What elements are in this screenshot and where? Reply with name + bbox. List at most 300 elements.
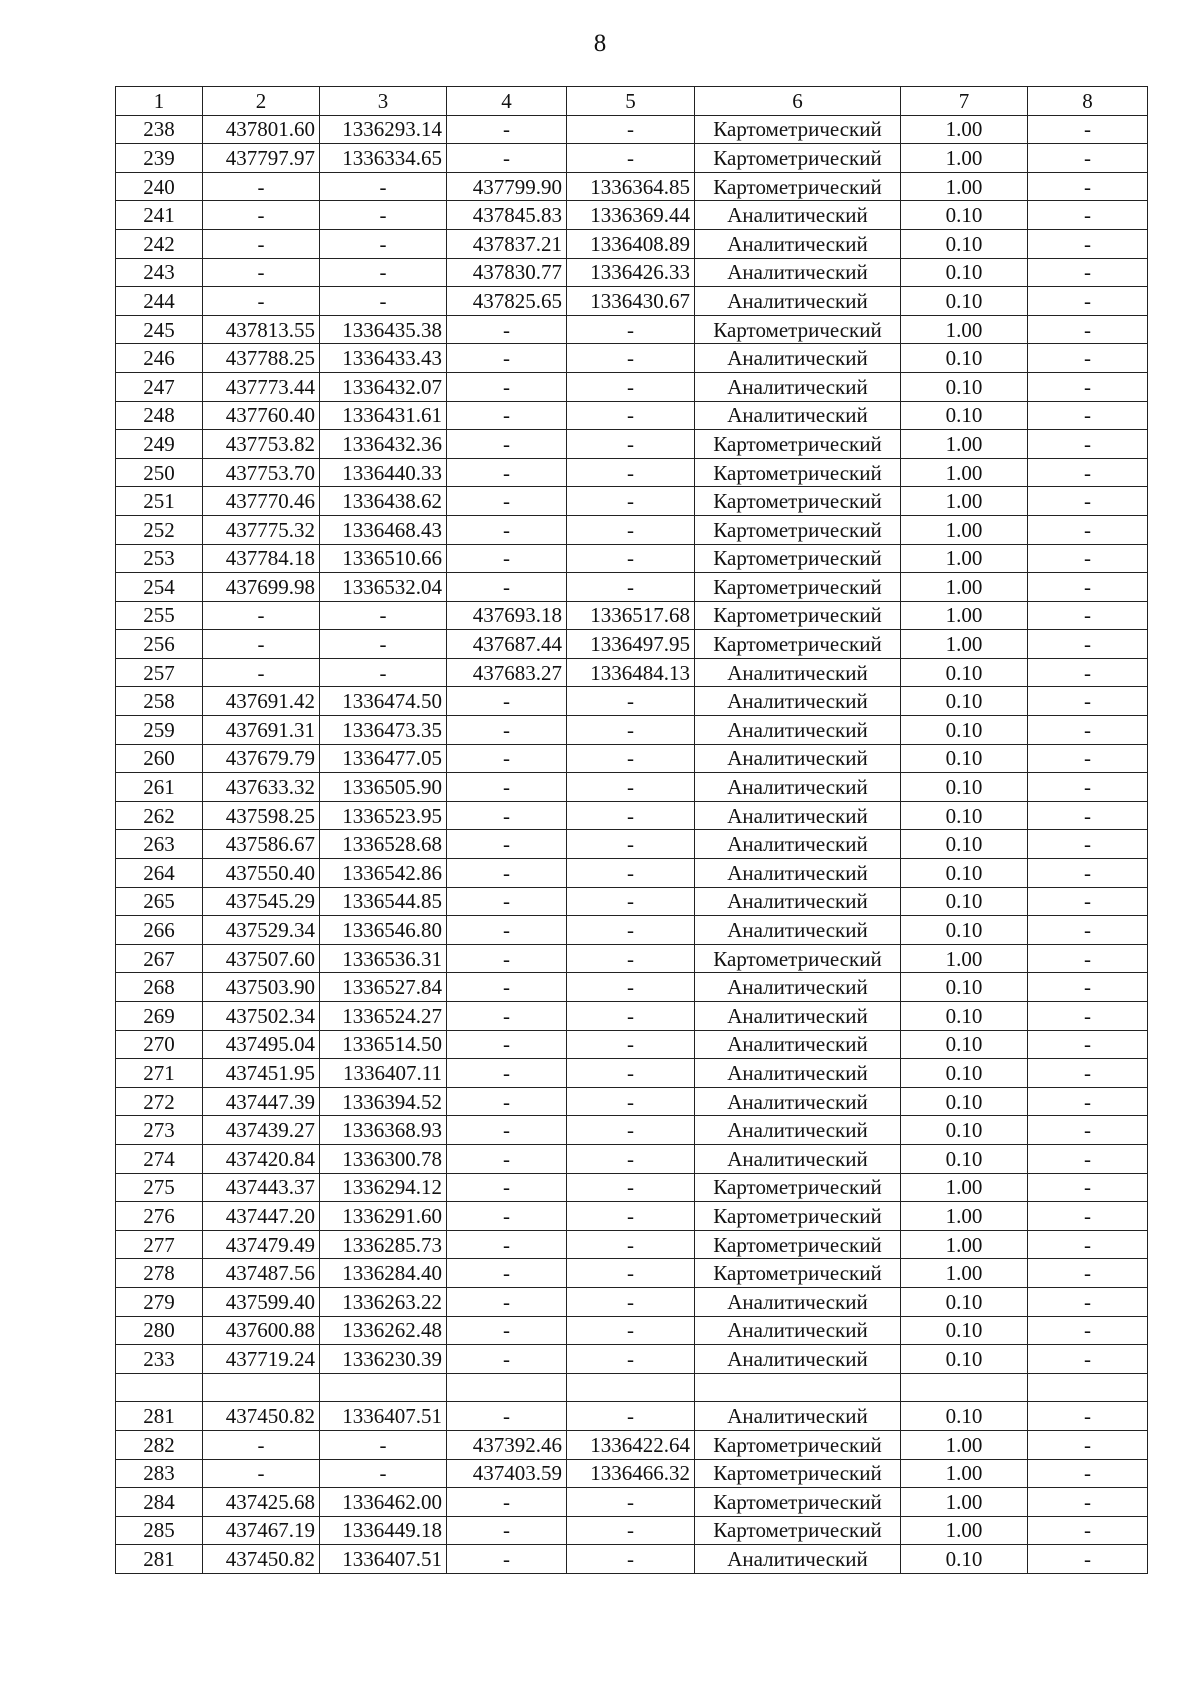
method-cell: Аналитический — [695, 658, 901, 687]
x-new-coordinate-cell: - — [447, 1002, 567, 1031]
method-cell: Картометрический — [695, 487, 901, 516]
method-cell: Аналитический — [695, 973, 901, 1002]
point-number-cell: 281 — [116, 1402, 203, 1431]
method-cell: Картометрический — [695, 1202, 901, 1231]
accuracy-cell: 1.00 — [901, 601, 1028, 630]
x-new-coordinate-cell: - — [447, 344, 567, 373]
column-header: 6 — [695, 87, 901, 116]
description-cell: - — [1028, 973, 1148, 1002]
x-coordinate-cell: 437447.39 — [203, 1087, 320, 1116]
y-new-coordinate-cell: - — [567, 1316, 695, 1345]
table-row — [116, 773, 1148, 802]
method-cell: Аналитический — [695, 1316, 901, 1345]
point-number-cell: 240 — [116, 172, 203, 201]
description-cell: - — [1028, 1345, 1148, 1374]
point-number-cell: 247 — [116, 372, 203, 401]
table-row — [116, 1173, 1148, 1202]
y-new-coordinate-cell: - — [567, 144, 695, 173]
column-header: 5 — [567, 87, 695, 116]
point-number-cell: 269 — [116, 1002, 203, 1031]
point-number-cell: 249 — [116, 430, 203, 459]
accuracy-cell: 0.10 — [901, 372, 1028, 401]
y-new-coordinate-cell: 1336484.13 — [567, 658, 695, 687]
table-row — [116, 944, 1148, 973]
x-new-coordinate-cell: - — [447, 1144, 567, 1173]
method-cell: Аналитический — [695, 887, 901, 916]
table-row — [116, 630, 1148, 659]
table-row — [116, 1059, 1148, 1088]
description-cell — [1028, 1373, 1148, 1402]
description-cell: - — [1028, 1116, 1148, 1145]
y-coordinate-cell: 1336536.31 — [320, 944, 447, 973]
table-row — [116, 287, 1148, 316]
x-coordinate-cell: 437691.42 — [203, 687, 320, 716]
accuracy-cell: 0.10 — [901, 1345, 1028, 1374]
method-cell: Картометрический — [695, 430, 901, 459]
x-new-coordinate-cell: - — [447, 144, 567, 173]
x-new-coordinate-cell: 437825.65 — [447, 287, 567, 316]
x-new-coordinate-cell: - — [447, 1316, 567, 1345]
method-cell: Картометрический — [695, 1488, 901, 1517]
description-cell: - — [1028, 830, 1148, 859]
method-cell: Аналитический — [695, 1144, 901, 1173]
point-number-cell: 241 — [116, 201, 203, 230]
y-coordinate-cell: 1336477.05 — [320, 744, 447, 773]
table-row — [116, 515, 1148, 544]
method-cell: Картометрический — [695, 630, 901, 659]
y-new-coordinate-cell: - — [567, 1144, 695, 1173]
accuracy-cell: 0.10 — [901, 1144, 1028, 1173]
x-coordinate-cell: 437770.46 — [203, 487, 320, 516]
x-coordinate-cell: 437760.40 — [203, 401, 320, 430]
y-coordinate-cell: 1336542.86 — [320, 859, 447, 888]
y-new-coordinate-cell: - — [567, 1345, 695, 1374]
y-coordinate-cell: 1336510.66 — [320, 544, 447, 573]
accuracy-cell: 1.00 — [901, 544, 1028, 573]
point-number-cell: 256 — [116, 630, 203, 659]
x-coordinate-cell: 437784.18 — [203, 544, 320, 573]
y-new-coordinate-cell: - — [567, 687, 695, 716]
description-cell: - — [1028, 544, 1148, 573]
method-cell: Аналитический — [695, 229, 901, 258]
accuracy-cell: 0.10 — [901, 973, 1028, 1002]
description-cell: - — [1028, 1287, 1148, 1316]
x-coordinate-cell: 437439.27 — [203, 1116, 320, 1145]
x-coordinate-cell: 437633.32 — [203, 773, 320, 802]
table-row — [116, 1345, 1148, 1374]
y-new-coordinate-cell: - — [567, 716, 695, 745]
y-coordinate-cell: 1336263.22 — [320, 1287, 447, 1316]
y-new-coordinate-cell — [567, 1373, 695, 1402]
method-cell: Аналитический — [695, 744, 901, 773]
point-number-cell: 262 — [116, 801, 203, 830]
point-number-cell: 238 — [116, 115, 203, 144]
point-number-cell: 283 — [116, 1459, 203, 1488]
x-new-coordinate-cell: - — [447, 801, 567, 830]
x-new-coordinate-cell: - — [447, 744, 567, 773]
x-new-coordinate-cell: - — [447, 716, 567, 745]
y-new-coordinate-cell: - — [567, 1059, 695, 1088]
method-cell: Аналитический — [695, 1030, 901, 1059]
table-row — [116, 1202, 1148, 1231]
method-cell: Картометрический — [695, 144, 901, 173]
y-new-coordinate-cell: - — [567, 1516, 695, 1545]
method-cell: Аналитический — [695, 1002, 901, 1031]
description-cell: - — [1028, 1459, 1148, 1488]
description-cell: - — [1028, 487, 1148, 516]
y-new-coordinate-cell: - — [567, 887, 695, 916]
x-new-coordinate-cell: - — [447, 1259, 567, 1288]
description-cell: - — [1028, 573, 1148, 602]
y-new-coordinate-cell: - — [567, 344, 695, 373]
x-new-coordinate-cell: - — [447, 401, 567, 430]
x-coordinate-cell: 437495.04 — [203, 1030, 320, 1059]
point-number-cell: 267 — [116, 944, 203, 973]
table-row — [116, 144, 1148, 173]
x-new-coordinate-cell: 437799.90 — [447, 172, 567, 201]
x-new-coordinate-cell: - — [447, 773, 567, 802]
y-coordinate-cell: 1336284.40 — [320, 1259, 447, 1288]
y-new-coordinate-cell: 1336408.89 — [567, 229, 695, 258]
description-cell: - — [1028, 687, 1148, 716]
table-row — [116, 801, 1148, 830]
y-coordinate-cell: 1336523.95 — [320, 801, 447, 830]
y-new-coordinate-cell: - — [567, 944, 695, 973]
x-coordinate-cell: 437550.40 — [203, 859, 320, 888]
description-cell: - — [1028, 229, 1148, 258]
y-coordinate-cell: 1336407.51 — [320, 1545, 447, 1574]
description-cell: - — [1028, 1202, 1148, 1231]
accuracy-cell: 0.10 — [901, 716, 1028, 745]
accuracy-cell: 0.10 — [901, 229, 1028, 258]
accuracy-cell: 1.00 — [901, 944, 1028, 973]
table-row — [116, 430, 1148, 459]
coordinates-table — [115, 86, 1148, 1574]
table-row — [116, 887, 1148, 916]
y-coordinate-cell: 1336527.84 — [320, 973, 447, 1002]
y-new-coordinate-cell: 1336517.68 — [567, 601, 695, 630]
description-cell: - — [1028, 115, 1148, 144]
y-coordinate-cell: 1336300.78 — [320, 1144, 447, 1173]
method-cell: Картометрический — [695, 573, 901, 602]
x-new-coordinate-cell: - — [447, 544, 567, 573]
description-cell: - — [1028, 1002, 1148, 1031]
x-coordinate-cell: 437467.19 — [203, 1516, 320, 1545]
y-new-coordinate-cell: - — [567, 773, 695, 802]
x-new-coordinate-cell: 437830.77 — [447, 258, 567, 287]
x-coordinate-cell: - — [203, 287, 320, 316]
x-new-coordinate-cell: 437837.21 — [447, 229, 567, 258]
method-cell: Картометрический — [695, 944, 901, 973]
y-new-coordinate-cell: 1336364.85 — [567, 172, 695, 201]
x-coordinate-cell: - — [203, 201, 320, 230]
description-cell: - — [1028, 1230, 1148, 1259]
x-coordinate-cell: - — [203, 229, 320, 258]
x-coordinate-cell: 437691.31 — [203, 716, 320, 745]
method-cell — [695, 1373, 901, 1402]
y-coordinate-cell: 1336440.33 — [320, 458, 447, 487]
table-row — [116, 1230, 1148, 1259]
table-row — [116, 830, 1148, 859]
y-coordinate-cell: 1336431.61 — [320, 401, 447, 430]
y-coordinate-cell: 1336230.39 — [320, 1345, 447, 1374]
point-number-cell: 266 — [116, 916, 203, 945]
table-row — [116, 115, 1148, 144]
y-new-coordinate-cell: 1336466.32 — [567, 1459, 695, 1488]
y-coordinate-cell: 1336532.04 — [320, 573, 447, 602]
description-cell: - — [1028, 1516, 1148, 1545]
method-cell: Аналитический — [695, 372, 901, 401]
point-number-cell: 263 — [116, 830, 203, 859]
method-cell: Аналитический — [695, 1402, 901, 1431]
x-coordinate-cell: 437450.82 — [203, 1402, 320, 1431]
accuracy-cell: 0.10 — [901, 258, 1028, 287]
column-header: 3 — [320, 87, 447, 116]
accuracy-cell: 0.10 — [901, 1316, 1028, 1345]
y-new-coordinate-cell: - — [567, 487, 695, 516]
x-coordinate-cell: 437425.68 — [203, 1488, 320, 1517]
table-row — [116, 201, 1148, 230]
x-new-coordinate-cell: - — [447, 887, 567, 916]
accuracy-cell: 1.00 — [901, 1516, 1028, 1545]
y-coordinate-cell: 1336394.52 — [320, 1087, 447, 1116]
y-new-coordinate-cell: - — [567, 1259, 695, 1288]
description-cell: - — [1028, 515, 1148, 544]
point-number-cell: 233 — [116, 1345, 203, 1374]
y-coordinate-cell: 1336449.18 — [320, 1516, 447, 1545]
x-new-coordinate-cell: - — [447, 1402, 567, 1431]
point-number-cell: 272 — [116, 1087, 203, 1116]
table-row — [116, 544, 1148, 573]
method-cell: Картометрический — [695, 1459, 901, 1488]
method-cell: Аналитический — [695, 687, 901, 716]
x-new-coordinate-cell: 437683.27 — [447, 658, 567, 687]
table-row — [116, 172, 1148, 201]
description-cell: - — [1028, 258, 1148, 287]
y-coordinate-cell: 1336293.14 — [320, 115, 447, 144]
y-coordinate-cell: 1336438.62 — [320, 487, 447, 516]
x-new-coordinate-cell: - — [447, 1087, 567, 1116]
description-cell: - — [1028, 1488, 1148, 1517]
column-header: 4 — [447, 87, 567, 116]
x-new-coordinate-cell: - — [447, 1230, 567, 1259]
x-coordinate-cell: 437788.25 — [203, 344, 320, 373]
description-cell: - — [1028, 801, 1148, 830]
y-coordinate-cell: - — [320, 630, 447, 659]
x-new-coordinate-cell: - — [447, 830, 567, 859]
table-row — [116, 1402, 1148, 1431]
table-row — [116, 1087, 1148, 1116]
table-row — [116, 716, 1148, 745]
point-number-cell: 275 — [116, 1173, 203, 1202]
method-cell: Картометрический — [695, 1430, 901, 1459]
x-coordinate-cell: 437487.56 — [203, 1259, 320, 1288]
y-new-coordinate-cell: - — [567, 573, 695, 602]
description-cell: - — [1028, 916, 1148, 945]
method-cell: Аналитический — [695, 773, 901, 802]
y-new-coordinate-cell: - — [567, 430, 695, 459]
y-coordinate-cell: - — [320, 172, 447, 201]
method-cell: Картометрический — [695, 1230, 901, 1259]
x-coordinate-cell: 437801.60 — [203, 115, 320, 144]
point-number-cell: 242 — [116, 229, 203, 258]
point-number-cell: 273 — [116, 1116, 203, 1145]
x-new-coordinate-cell: - — [447, 1202, 567, 1231]
x-new-coordinate-cell: - — [447, 1116, 567, 1145]
accuracy-cell: 0.10 — [901, 1545, 1028, 1574]
y-coordinate-cell: 1336432.07 — [320, 372, 447, 401]
x-new-coordinate-cell — [447, 1373, 567, 1402]
accuracy-cell: 0.10 — [901, 887, 1028, 916]
method-cell: Картометрический — [695, 458, 901, 487]
x-coordinate-cell: - — [203, 601, 320, 630]
table-row — [116, 1116, 1148, 1145]
point-number-cell: 251 — [116, 487, 203, 516]
point-number-cell: 271 — [116, 1059, 203, 1088]
method-cell: Аналитический — [695, 287, 901, 316]
x-new-coordinate-cell: - — [447, 458, 567, 487]
description-cell: - — [1028, 1402, 1148, 1431]
method-cell: Аналитический — [695, 201, 901, 230]
x-coordinate-cell: 437753.70 — [203, 458, 320, 487]
point-number-cell: 274 — [116, 1144, 203, 1173]
table-row — [116, 315, 1148, 344]
table-row — [116, 1002, 1148, 1031]
method-cell: Аналитический — [695, 801, 901, 830]
description-cell: - — [1028, 859, 1148, 888]
table-row — [116, 1516, 1148, 1545]
point-number-cell — [116, 1373, 203, 1402]
x-new-coordinate-cell: - — [447, 944, 567, 973]
x-new-coordinate-cell: - — [447, 515, 567, 544]
point-number-cell: 265 — [116, 887, 203, 916]
x-new-coordinate-cell: 437845.83 — [447, 201, 567, 230]
x-new-coordinate-cell: - — [447, 1030, 567, 1059]
table-row — [116, 744, 1148, 773]
x-new-coordinate-cell: - — [447, 859, 567, 888]
y-new-coordinate-cell: 1336422.64 — [567, 1430, 695, 1459]
x-coordinate-cell: - — [203, 258, 320, 287]
x-coordinate-cell: 437502.34 — [203, 1002, 320, 1031]
y-new-coordinate-cell: - — [567, 1488, 695, 1517]
x-new-coordinate-cell: - — [447, 1488, 567, 1517]
accuracy-cell — [901, 1373, 1028, 1402]
y-new-coordinate-cell: - — [567, 1030, 695, 1059]
table-row — [116, 372, 1148, 401]
accuracy-cell: 1.00 — [901, 1430, 1028, 1459]
x-new-coordinate-cell: - — [447, 1173, 567, 1202]
x-new-coordinate-cell: - — [447, 1345, 567, 1374]
x-coordinate-cell: 437507.60 — [203, 944, 320, 973]
y-new-coordinate-cell: - — [567, 1116, 695, 1145]
x-coordinate-cell: - — [203, 630, 320, 659]
x-coordinate-cell: - — [203, 1459, 320, 1488]
table-row — [116, 687, 1148, 716]
table-row — [116, 859, 1148, 888]
y-new-coordinate-cell: - — [567, 973, 695, 1002]
column-header: 2 — [203, 87, 320, 116]
description-cell: - — [1028, 401, 1148, 430]
x-coordinate-cell: 437600.88 — [203, 1316, 320, 1345]
method-cell: Аналитический — [695, 1059, 901, 1088]
x-new-coordinate-cell: - — [447, 115, 567, 144]
x-coordinate-cell: 437598.25 — [203, 801, 320, 830]
y-coordinate-cell: 1336368.93 — [320, 1116, 447, 1145]
x-coordinate-cell — [203, 1373, 320, 1402]
description-cell: - — [1028, 601, 1148, 630]
description-cell: - — [1028, 1059, 1148, 1088]
point-number-cell: 280 — [116, 1316, 203, 1345]
y-coordinate-cell: 1336407.51 — [320, 1402, 447, 1431]
accuracy-cell: 1.00 — [901, 1230, 1028, 1259]
y-coordinate-cell: - — [320, 229, 447, 258]
description-cell: - — [1028, 1173, 1148, 1202]
x-new-coordinate-cell: - — [447, 372, 567, 401]
accuracy-cell: 0.10 — [901, 744, 1028, 773]
accuracy-cell: 0.10 — [901, 801, 1028, 830]
point-number-cell: 246 — [116, 344, 203, 373]
accuracy-cell: 0.10 — [901, 1087, 1028, 1116]
method-cell: Аналитический — [695, 1087, 901, 1116]
accuracy-cell: 1.00 — [901, 1202, 1028, 1231]
description-cell: - — [1028, 458, 1148, 487]
accuracy-cell: 0.10 — [901, 201, 1028, 230]
accuracy-cell: 0.10 — [901, 1287, 1028, 1316]
x-coordinate-cell: 437529.34 — [203, 916, 320, 945]
accuracy-cell: 0.10 — [901, 773, 1028, 802]
point-number-cell: 282 — [116, 1430, 203, 1459]
description-cell: - — [1028, 716, 1148, 745]
y-new-coordinate-cell: - — [567, 1202, 695, 1231]
description-cell: - — [1028, 344, 1148, 373]
x-new-coordinate-cell: 437392.46 — [447, 1430, 567, 1459]
y-coordinate-cell: 1336474.50 — [320, 687, 447, 716]
y-new-coordinate-cell: 1336497.95 — [567, 630, 695, 659]
x-coordinate-cell: 437813.55 — [203, 315, 320, 344]
method-cell: Картометрический — [695, 1173, 901, 1202]
x-coordinate-cell: - — [203, 172, 320, 201]
y-new-coordinate-cell: 1336430.67 — [567, 287, 695, 316]
x-new-coordinate-cell: - — [447, 1059, 567, 1088]
x-new-coordinate-cell: - — [447, 487, 567, 516]
point-number-cell: 258 — [116, 687, 203, 716]
y-new-coordinate-cell: - — [567, 1002, 695, 1031]
y-new-coordinate-cell: - — [567, 315, 695, 344]
point-number-cell: 277 — [116, 1230, 203, 1259]
table-row — [116, 1545, 1148, 1574]
accuracy-cell: 0.10 — [901, 401, 1028, 430]
x-coordinate-cell: 437773.44 — [203, 372, 320, 401]
x-coordinate-cell: 437545.29 — [203, 887, 320, 916]
description-cell: - — [1028, 430, 1148, 459]
point-number-cell: 261 — [116, 773, 203, 802]
description-cell: - — [1028, 144, 1148, 173]
x-coordinate-cell: 437447.20 — [203, 1202, 320, 1231]
x-coordinate-cell: 437699.98 — [203, 573, 320, 602]
table-row — [116, 487, 1148, 516]
accuracy-cell: 0.10 — [901, 1059, 1028, 1088]
table-row — [116, 401, 1148, 430]
y-new-coordinate-cell: - — [567, 859, 695, 888]
y-coordinate-cell: - — [320, 601, 447, 630]
method-cell: Аналитический — [695, 1287, 901, 1316]
y-new-coordinate-cell: - — [567, 544, 695, 573]
y-coordinate-cell — [320, 1373, 447, 1402]
y-coordinate-cell: - — [320, 658, 447, 687]
method-cell: Картометрический — [695, 1259, 901, 1288]
y-coordinate-cell: - — [320, 1430, 447, 1459]
description-cell: - — [1028, 1430, 1148, 1459]
